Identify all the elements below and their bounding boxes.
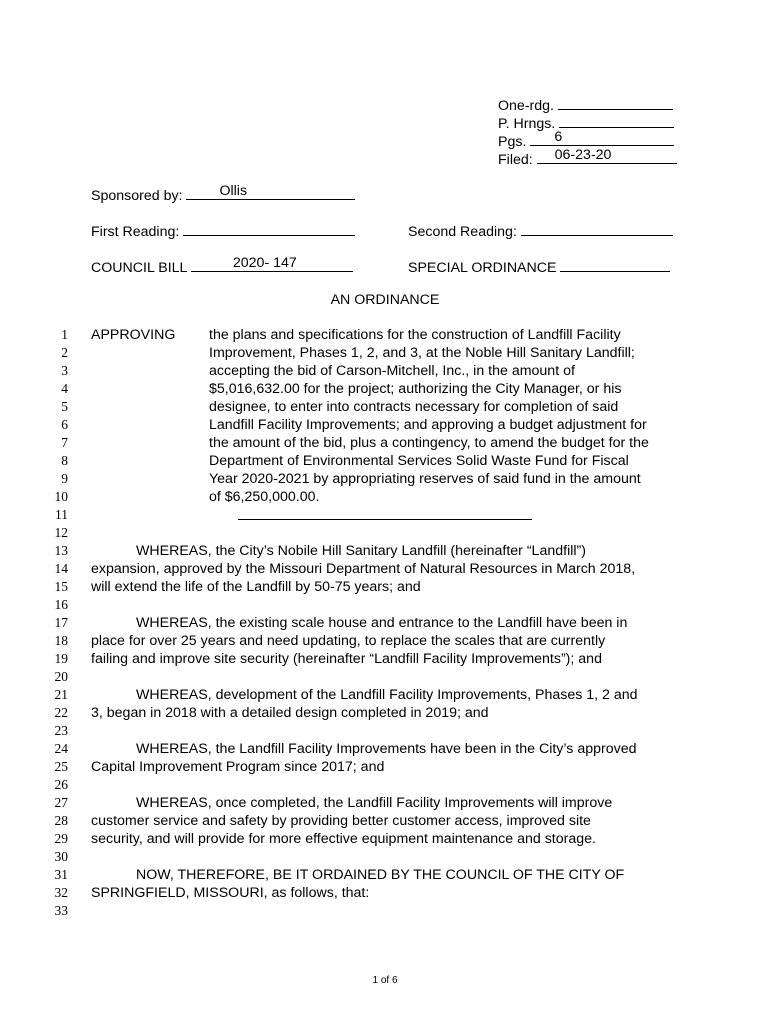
line-number: 4 (61, 381, 68, 396)
whereas-5-line: WHEREAS, once completed, the Landfill Facility Improvements will improve (136, 795, 613, 811)
one-rdg-label: One-rdg. (498, 98, 554, 114)
title-line: the amount of the bid, plus a contingency, to amend the budget for the (209, 435, 649, 451)
line-number: 29 (54, 831, 68, 846)
line-number: 20 (54, 669, 68, 684)
line-number: 26 (54, 777, 68, 792)
line-number: 7 (61, 435, 68, 450)
whereas-3-line: 3, began in 2018 with a detailed design completed in 2019; and (91, 705, 489, 721)
title-line: designee, to enter into contracts necessary for completion of said (209, 399, 619, 415)
line-number: 21 (54, 687, 68, 702)
line-number: 6 (61, 417, 68, 432)
special-ordinance-blank (560, 256, 670, 272)
pgs-label: Pgs. (498, 134, 527, 150)
first-reading-field (91, 220, 355, 241)
second-reading-blank (521, 220, 673, 236)
title-line: Year 2020-2021 by appropriating reserves of said fund in the amount (209, 471, 641, 487)
line-number: 32 (54, 885, 68, 900)
whereas-2-line: failing and improve site security (hereinafter “Landfill Facility Improvements”); and (91, 651, 602, 667)
council-bill-field (91, 256, 353, 277)
whereas-5-line: customer service and safety by providing better customer access, improved site (91, 813, 591, 829)
line-number: 18 (54, 633, 68, 648)
title-line: of $6,250,000.00. (209, 489, 320, 505)
whereas-3-line: WHEREAS, development of the Landfill Facility Improvements, Phases 1, 2 and (136, 687, 638, 703)
page-indicator: 1 of 6 (372, 975, 398, 986)
sponsor-field (91, 184, 355, 205)
whereas-4-line: WHEREAS, the Landfill Facility Improvements have been in the City’s approved (136, 741, 637, 757)
line-number: 15 (54, 579, 68, 594)
whereas-4-line: Capital Improvement Program since 2017; and (91, 759, 385, 775)
line-number: 14 (54, 561, 68, 576)
line-number: 17 (54, 615, 68, 630)
ordinance-heading: AN ORDINANCE (330, 292, 440, 308)
sponsor-blank (186, 184, 355, 200)
one-rdg-blank (558, 94, 673, 110)
first-reading-label: First Reading: (91, 224, 180, 240)
line-number: 10 (54, 489, 68, 504)
line-number: 30 (54, 849, 68, 864)
sponsor-value: Ollis (219, 183, 248, 199)
whereas-5-line: security, and will provide for more effective equipment maintenance and storage. (91, 831, 596, 847)
pgs-blank (530, 130, 674, 146)
line-number: 23 (54, 723, 68, 738)
line-number: 31 (54, 867, 68, 882)
p-hrngs-label: P. Hrngs. (498, 116, 556, 132)
line-number: 11 (55, 507, 68, 522)
title-line: the plans and specifications for the construction of Landfill Facility (209, 327, 621, 343)
title-line: accepting the bid of Carson-Mitchell, Inc., in the amount of (209, 363, 575, 379)
ordained-line: SPRINGFIELD, MISSOURI, as follows, that: (91, 885, 370, 901)
approving-label: APPROVING (91, 327, 176, 343)
line-number: 28 (54, 813, 68, 828)
council-bill-label: COUNCIL BILL (91, 260, 187, 276)
title-line: Improvement, Phases 1, 2, and 3, at the Noble Hill Sanitary Landfill; (209, 345, 635, 361)
line-number: 9 (61, 471, 68, 486)
line-number: 22 (54, 705, 68, 720)
filed-blank (537, 148, 677, 164)
line-number: 19 (54, 651, 68, 666)
pgs-value: 6 (554, 129, 563, 145)
line-number: 24 (54, 741, 68, 756)
whereas-2-line: place for over 25 years and need updating, to replace the scales that are currently (91, 633, 606, 649)
title-line: Landfill Facility Improvements; and approving a budget adjustment for (209, 417, 647, 433)
line-number: 3 (61, 363, 68, 378)
special-ordinance-field (408, 256, 670, 277)
filed-label: Filed: (498, 152, 533, 168)
second-reading-field (408, 220, 673, 241)
special-ordinance-label: SPECIAL ORDINANCE (408, 260, 557, 276)
council-bill-number: 2020- 147 (232, 255, 297, 271)
ordained-line: NOW, THEREFORE, BE IT ORDAINED BY THE COUNCIL OF THE CITY OF (136, 867, 625, 883)
first-reading-blank (183, 220, 355, 236)
sponsor-label: Sponsored by: (91, 188, 183, 204)
second-reading-label: Second Reading: (408, 224, 517, 240)
whereas-1-line: will extend the life of the Landfill by 50-75 years; and (91, 579, 421, 595)
council-bill-blank (191, 256, 353, 272)
title-line: $5,016,632.00 for the project; authorizing the City Manager, or his (209, 381, 622, 397)
line-number: 2 (61, 345, 68, 360)
line-number: 16 (54, 597, 68, 612)
line-number: 27 (54, 795, 68, 810)
title-divider (238, 519, 532, 520)
line-number: 25 (54, 759, 68, 774)
filed-value: 06-23-20 (554, 147, 612, 163)
line-number: 12 (54, 525, 68, 540)
line-number: 1 (61, 327, 68, 342)
whereas-1-line: expansion, approved by the Missouri Department of Natural Resources in March 2018, (91, 561, 636, 577)
title-line: Department of Environmental Services Solid Waste Fund for Fiscal (209, 453, 629, 469)
filed-field (498, 148, 677, 169)
line-number: 8 (61, 453, 68, 468)
p-hrngs-blank (559, 112, 674, 128)
line-number: 33 (54, 903, 68, 918)
line-number: 5 (61, 399, 68, 414)
line-number: 13 (54, 543, 68, 558)
whereas-1-line: WHEREAS, the City’s Nobile Hill Sanitary Landfill (hereinafter “Landfill”) (136, 543, 586, 559)
whereas-2-line: WHEREAS, the existing scale house and entrance to the Landfill have been in (136, 615, 628, 631)
